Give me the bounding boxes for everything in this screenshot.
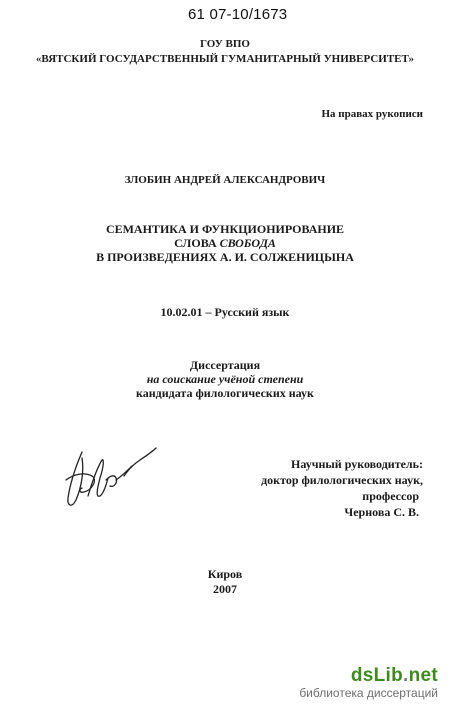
author-signature — [62, 436, 160, 514]
institution-line-1: ГОУ ВПО — [200, 38, 250, 50]
title-line-2-prefix: СЛОВА — [174, 236, 217, 250]
watermark-site — [299, 666, 438, 686]
city: Киров — [207, 567, 243, 581]
watermark-site-dot: . — [403, 665, 409, 686]
degree-line-2: на соискание учёной степени — [146, 372, 304, 386]
degree-line-3: кандидата филологических наук — [136, 386, 314, 400]
supervisor-line-3: профессор — [362, 489, 419, 503]
archive-stamp-number: 61 07-10/1673 — [188, 6, 288, 23]
degree-line-1: Диссертация — [189, 358, 261, 372]
title-line-1: СЕМАНТИКА И ФУНКЦИОНИРОВАНИЕ — [105, 222, 345, 236]
rights-note: На правах рукописи — [321, 108, 423, 120]
supervisor-line-1: Научный руководитель: — [291, 457, 423, 471]
title-line-3: В ПРОИЗВЕДЕНИЯХ А. И. СОЛЖЕНИЦЫНА — [96, 250, 354, 264]
institution-line-2: «ВЯТСКИЙ ГОСУДАРСТВЕННЫЙ ГУМАНИТАРНЫЙ УНИВЕРСИТЕТ» — [35, 53, 415, 65]
watermark-subtitle: библиотека диссертаций — [299, 686, 438, 700]
supervisor-name: Чернова С. В. — [344, 505, 419, 519]
supervisor-line-2: доктор филологических наук, — [261, 473, 423, 487]
watermark-site-tld: net — [408, 665, 438, 686]
title-key-word: СВОБОДА — [219, 236, 276, 250]
watermark-brand — [299, 666, 438, 700]
author-name: ЗЛОБИН АНДРЕЙ АЛЕКСАНДРОВИЧ — [124, 174, 326, 186]
year: 2007 — [213, 582, 237, 596]
watermark-site-main: dsLib — [350, 665, 403, 686]
title-line-2 — [0, 236, 450, 251]
specialty-code: 10.02.01 – Русский язык — [160, 305, 290, 319]
